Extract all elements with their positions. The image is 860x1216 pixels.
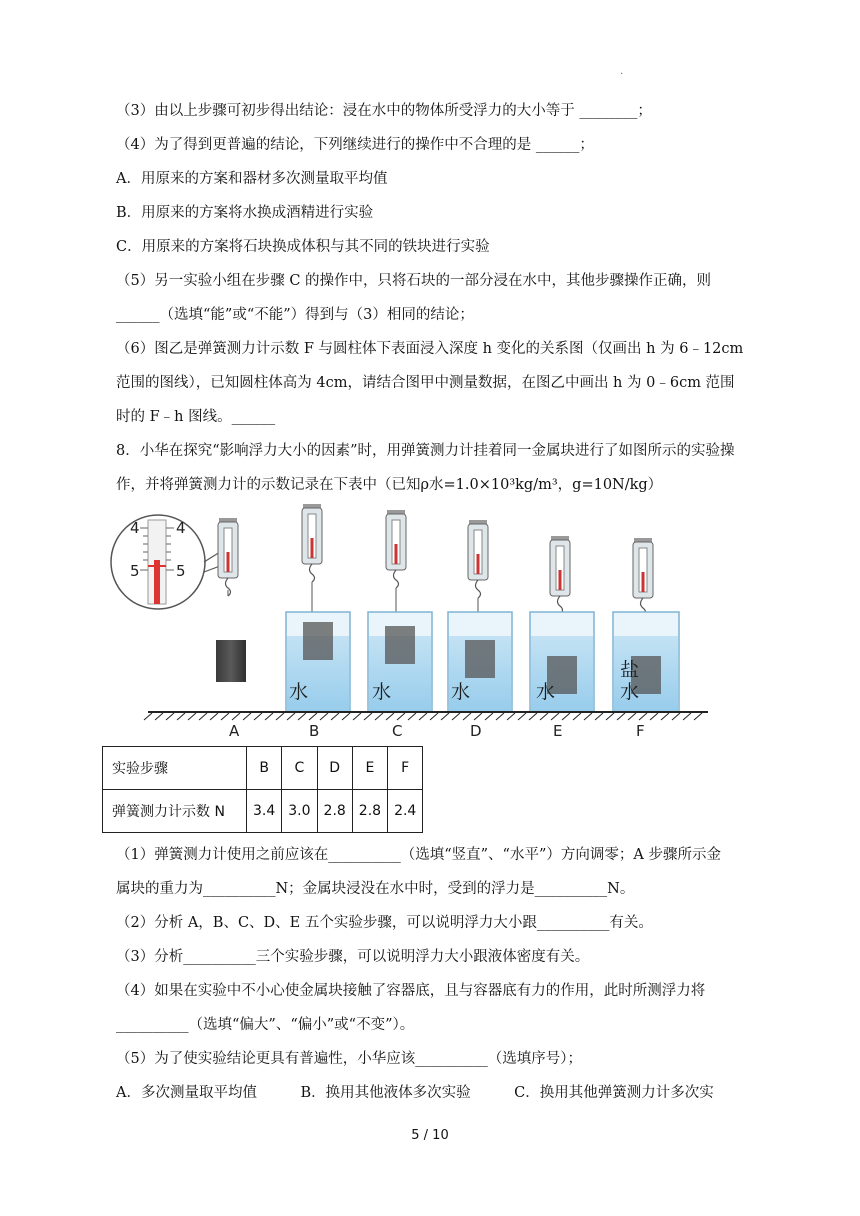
table-value-b: 3.4	[247, 790, 282, 833]
sub-1-line-1: （1）弹簧测力计使用之前应该在__________（选填“竖直”、“水平”）方向调零；A 步骤所示金	[116, 847, 721, 863]
spring-scale-2	[386, 510, 406, 618]
table-step-f: F	[388, 747, 423, 790]
table-value-e: 2.8	[352, 790, 387, 833]
step-label-f: F	[636, 722, 645, 740]
magnified-scale	[111, 515, 220, 609]
table-step-e: E	[352, 747, 387, 790]
scale-label-4-left: 4	[130, 519, 140, 537]
step-label-b: B	[309, 722, 320, 740]
question-6-line-1: （6）图乙是弹簧测力计示数 F 与圆柱体下表面浸入深度 h 变化的关系图（仅画出 h 为 6﹣12cm	[116, 341, 744, 357]
sub-5-options: A．多次测量取平均值 B．换用其他液体多次实验 C．换用其他弹簧测力计多次实	[116, 1085, 714, 1101]
spring-scale-5	[633, 538, 653, 618]
table-value-c: 3.0	[282, 790, 317, 833]
spring-scale-3	[468, 520, 488, 618]
table-value-f: 2.4	[388, 790, 423, 833]
liquid-label-b: 水	[289, 681, 309, 703]
ground	[144, 712, 708, 720]
scale-label-4-right: 4	[176, 519, 186, 537]
experiment-figure	[108, 500, 718, 745]
step-label-e: E	[553, 722, 563, 740]
liquid-label-c: 水	[372, 681, 392, 703]
question-3: （3）由以上步骤可初步得出结论：浸在水中的物体所受浮力的大小等于 ________；	[116, 103, 652, 119]
sub-4-line-2: __________（选填“偏大”、“偏小”或“不变”）。	[116, 1017, 415, 1033]
sub-1-line-2: 属块的重力为__________N；金属块浸没在水中时，受到的浮力是__________N。	[116, 881, 635, 897]
problem-8-line-1: 8．小华在探究“影响浮力大小的因素”时，用弹簧测力计挂着同一金属块进行了如图所示的实验操	[116, 443, 735, 459]
table-step-b: B	[247, 747, 282, 790]
question-4: （4）为了得到更普遍的结论，下列继续进行的操作中不合理的是 ______；	[116, 137, 594, 153]
step-label-d: D	[470, 722, 482, 740]
liquid-label-d: 水	[451, 681, 471, 703]
table-step-c: C	[282, 747, 317, 790]
spring-scale-1	[302, 504, 322, 618]
header-mark: .	[620, 66, 624, 77]
question-4-option-c: C．用原来的方案将石块换成体积与其不同的铁块进行实验	[116, 239, 490, 255]
table-row-values	[103, 790, 423, 833]
question-5-line-1: （5）另一实验小组在步骤 C 的操作中，只将石块的一部分浸在水中，其他步骤操作正确，则	[116, 273, 712, 289]
sub-2: （2）分析 A，B、C、D、E 五个实验步骤，可以说明浮力大小跟__________有关。	[116, 915, 653, 931]
scale-label-5-left: 5	[130, 562, 140, 580]
sub-5: （5）为了使实验结论更具有普遍性，小华应该__________（选填序号）；	[116, 1051, 582, 1067]
question-5-line-2: ______（选填“能”或“不能”）得到与（3）相同的结论；	[116, 307, 474, 323]
question-4-option-a: A．用原来的方案和器材多次测量取平均值	[116, 171, 388, 187]
spring-scale-4	[550, 536, 570, 618]
table-value-d: 2.8	[317, 790, 352, 833]
table-header-label: 实验步骤	[103, 747, 247, 790]
step-label-a: A	[229, 722, 240, 740]
table-step-d: D	[317, 747, 352, 790]
page-number: 5 / 10	[411, 1128, 449, 1143]
table-row-steps	[103, 747, 423, 790]
scale-label-5-right: 5	[176, 562, 186, 580]
step-label-c: C	[392, 722, 403, 740]
table-row-label: 弹簧测力计示数 N	[103, 790, 247, 833]
question-6-line-3: 时的 F﹣h 图线。______	[116, 409, 276, 425]
liquid-label-f-top: 盐	[620, 659, 640, 681]
problem-8-line-2: 作，并将弹簧测力计的示数记录在下表中（已知ρ水=1.0×10³kg/m³，g=10N/kg）	[116, 477, 663, 493]
liquid-label-f-bottom: 水	[620, 681, 640, 703]
data-table	[102, 746, 423, 833]
sub-4-line-1: （4）如果在实验中不小心使金属块接触了容器底，且与容器底有力的作用，此时所测浮力将	[116, 983, 706, 999]
liquid-label-e: 水	[536, 681, 556, 703]
sub-3: （3）分析__________三个实验步骤，可以说明浮力大小跟液体密度有关。	[116, 949, 590, 965]
question-4-option-b: B．用原来的方案将水换成酒精进行实验	[116, 205, 374, 221]
spring-scale-0	[218, 518, 238, 596]
question-6-line-2: 范围的图线），已知圆柱体高为 4cm，请结合图甲中测量数据，在图乙中画出 h 为 0﹣6cm 范围	[116, 375, 735, 391]
